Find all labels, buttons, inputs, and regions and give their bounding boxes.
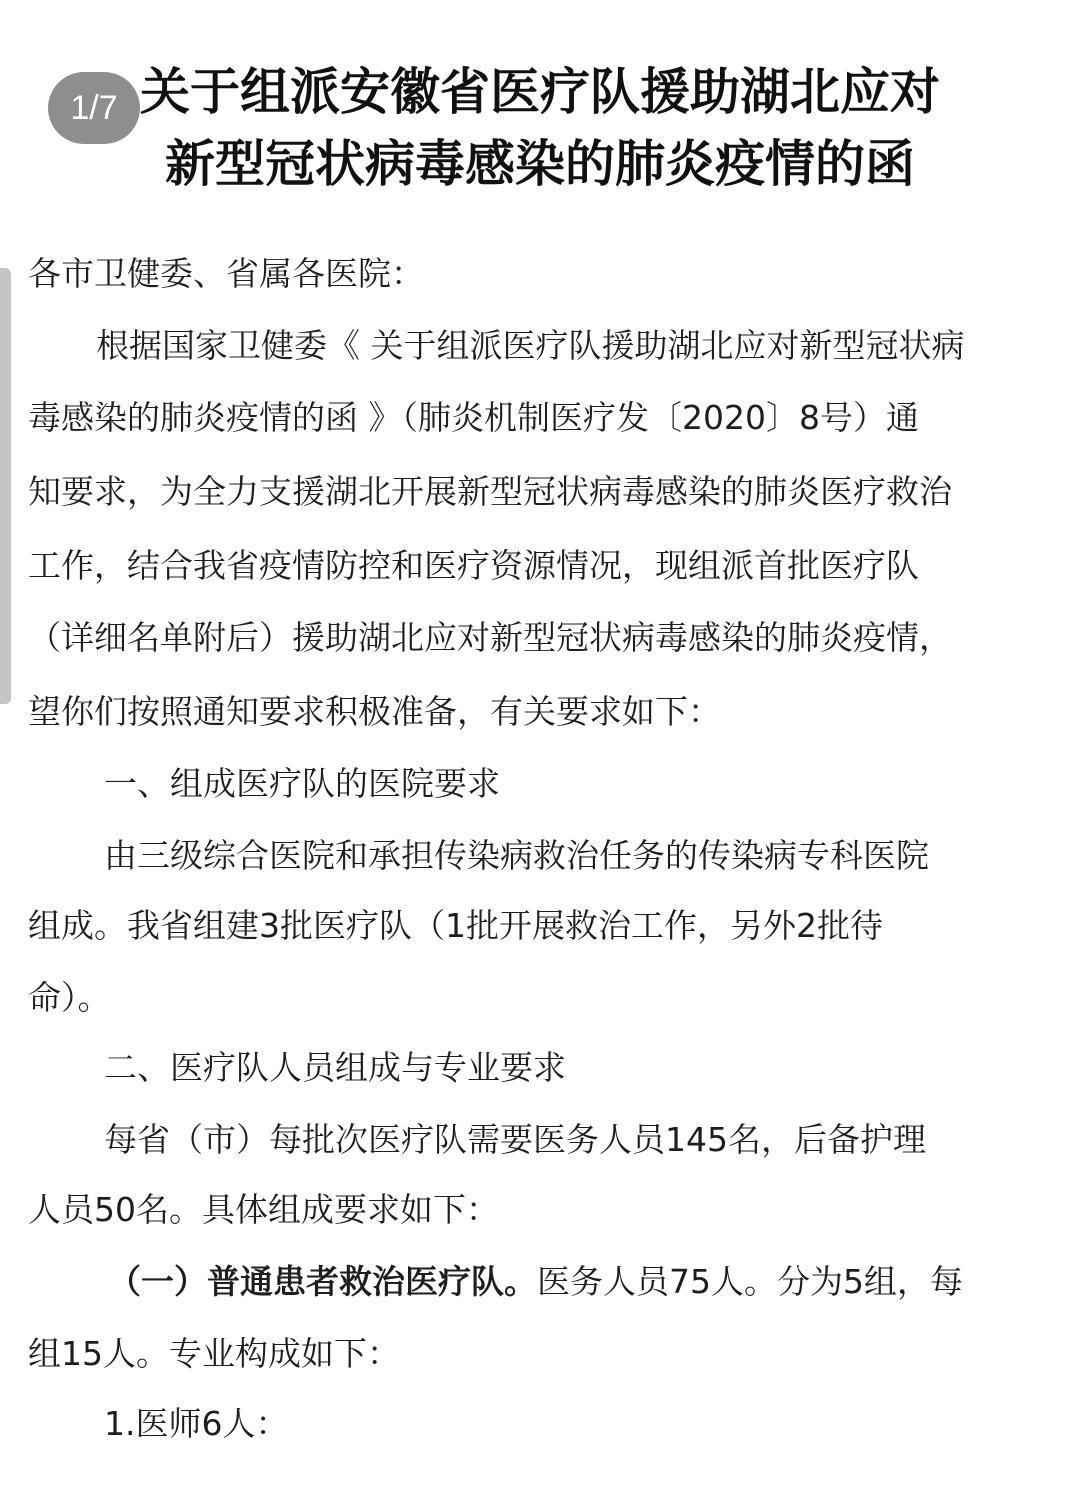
- scrollbar[interactable]: [0, 268, 11, 704]
- paragraph-line: 由三级综合医院和承担传染病救治任务的传染病专科医院: [104, 836, 929, 875]
- section-heading-2: 二、医疗队人员组成与专业要求: [104, 1048, 566, 1087]
- subsection-heading-1: （一）普通患者救治医疗队。: [108, 1262, 537, 1301]
- paragraph-line: 望你们按照通知要求积极准备，有关要求如下：: [28, 692, 721, 731]
- paragraph-line: 知要求，为全力支援湖北开展新型冠状病毒感染的肺炎医疗救治: [28, 472, 952, 511]
- paragraph-line: 人员50名。具体组成要求如下：: [28, 1190, 499, 1229]
- paragraph-line: 毒感染的肺炎疫情的函 》（肺炎机制医疗发〔2020〕8号）通: [28, 398, 919, 437]
- subsection-text: 医务人员75人。分为5组，每: [537, 1262, 963, 1301]
- document-title-line-2: 新型冠状病毒感染的肺炎疫情的函: [165, 135, 915, 193]
- list-item: 1.医师6人：: [104, 1404, 289, 1443]
- paragraph-line: 组成。我省组建3批医疗队（1批开展救治工作，另外2批待: [28, 906, 883, 945]
- paragraph-line: （详细名单附后）援助湖北应对新型冠状病毒感染的肺炎疫情，: [28, 618, 952, 657]
- salutation: 各市卫健委、省属各医院：: [28, 254, 424, 293]
- section-heading-1: 一、组成医疗队的医院要求: [104, 764, 500, 803]
- paragraph-line: 命）。: [28, 978, 111, 1017]
- paragraph-line: 工作，结合我省疫情防控和医疗资源情况，现组派首批医疗队: [28, 546, 919, 585]
- document-title-line-1: 关于组派安徽省医疗队援助湖北应对: [140, 63, 940, 121]
- subsection-line: [108, 1260, 963, 1304]
- paragraph-line: 根据国家卫健委《 关于组派医疗队援助湖北应对新型冠状病: [96, 326, 965, 365]
- paragraph-line: 每省（市）每批次医疗队需要医务人员145名，后备护理: [104, 1120, 926, 1159]
- page-indicator[interactable]: 1/7: [48, 72, 140, 144]
- paragraph-line: 组15人。专业构成如下：: [28, 1334, 400, 1373]
